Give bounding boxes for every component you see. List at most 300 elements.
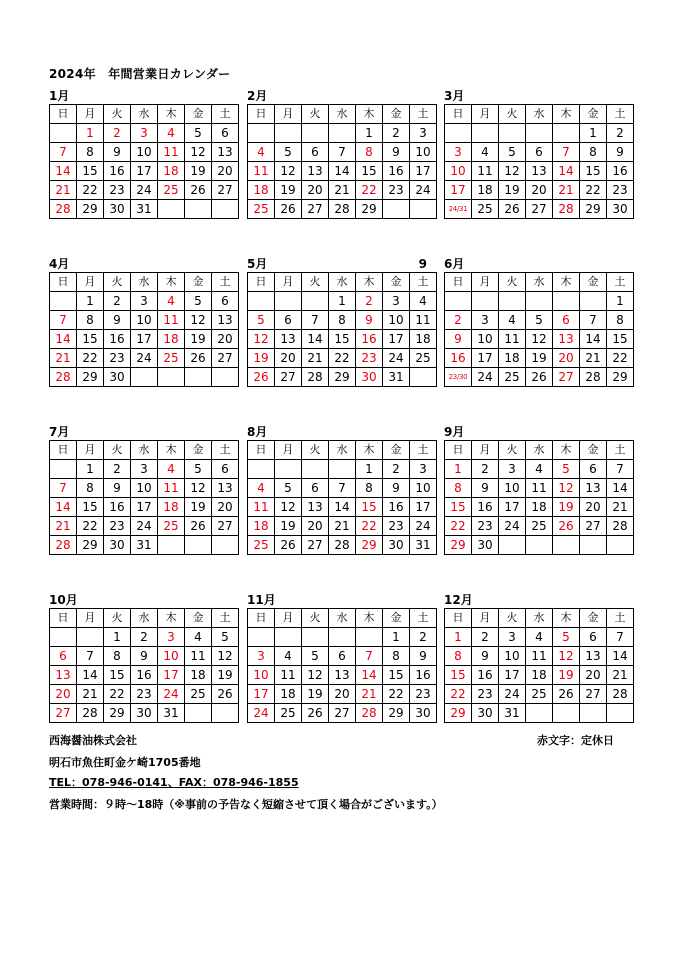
month-label <box>49 88 235 104</box>
day-cell: 12 <box>302 666 329 685</box>
weekday-header: 火 <box>104 609 131 628</box>
day-cell: 31 <box>410 536 437 555</box>
week-row <box>50 330 239 349</box>
day-cell: 20 <box>275 349 302 368</box>
day-cell: 7 <box>607 628 634 647</box>
weekday-header: 金 <box>383 105 410 124</box>
day-cell: 30 <box>104 536 131 555</box>
week-row <box>50 685 239 704</box>
empty-cell <box>526 704 553 723</box>
day-cell: 21 <box>50 517 77 536</box>
empty-cell <box>553 704 580 723</box>
day-cell: 1 <box>445 460 472 479</box>
calendar-table <box>49 272 239 387</box>
day-cell: 6 <box>50 647 77 666</box>
day-cell: 15 <box>607 330 634 349</box>
month-calendar <box>247 424 433 555</box>
day-cell: 22 <box>104 685 131 704</box>
weekday-header: 金 <box>580 609 607 628</box>
day-cell: 15 <box>329 330 356 349</box>
empty-cell <box>158 536 185 555</box>
day-cell: 25 <box>158 181 185 200</box>
day-cell: 29 <box>356 536 383 555</box>
week-row <box>50 181 239 200</box>
day-cell: 4 <box>158 460 185 479</box>
day-cell: 6 <box>526 143 553 162</box>
day-cell: 22 <box>329 349 356 368</box>
day-cell: 19 <box>185 330 212 349</box>
weekday-header: 日 <box>50 609 77 628</box>
week-row <box>248 685 437 704</box>
week-row <box>50 517 239 536</box>
day-cell: 3 <box>248 647 275 666</box>
day-cell: 9 <box>472 479 499 498</box>
day-cell: 12 <box>185 311 212 330</box>
month-calendar <box>444 592 630 723</box>
empty-cell <box>185 200 212 219</box>
weekday-header-row <box>445 105 634 124</box>
weekday-header: 水 <box>131 441 158 460</box>
weekday-header: 月 <box>275 105 302 124</box>
empty-cell <box>553 124 580 143</box>
day-cell: 18 <box>248 517 275 536</box>
month-label-text: 5月 <box>247 257 268 271</box>
empty-cell <box>607 536 634 555</box>
day-cell: 2 <box>383 460 410 479</box>
day-cell: 20 <box>526 181 553 200</box>
empty-cell <box>410 200 437 219</box>
holiday-legend: 赤文字：定休日 <box>537 734 614 747</box>
calendar-table <box>247 104 437 219</box>
week-row <box>445 200 634 219</box>
week-row <box>50 647 239 666</box>
week-row <box>50 143 239 162</box>
day-cell: 26 <box>185 181 212 200</box>
day-cell: 17 <box>383 330 410 349</box>
week-row <box>248 292 437 311</box>
day-cell: 11 <box>526 647 553 666</box>
company-name: 西海醤油株式会社 <box>49 734 137 747</box>
day-cell: 3 <box>158 628 185 647</box>
week-row <box>248 368 437 387</box>
day-cell: 21 <box>607 666 634 685</box>
day-cell: 13 <box>302 498 329 517</box>
day-cell: 5 <box>275 143 302 162</box>
day-cell: 29 <box>104 704 131 723</box>
weekday-header: 月 <box>275 273 302 292</box>
month-label <box>444 256 630 272</box>
day-cell: 4 <box>185 628 212 647</box>
day-cell: 21 <box>356 685 383 704</box>
weekday-header: 木 <box>158 441 185 460</box>
weekday-header: 水 <box>131 273 158 292</box>
day-cell: 28 <box>50 368 77 387</box>
empty-cell <box>302 460 329 479</box>
week-row <box>248 517 437 536</box>
day-cell: 22 <box>77 181 104 200</box>
day-cell: 6 <box>212 292 239 311</box>
week-row <box>50 200 239 219</box>
day-cell: 27 <box>302 536 329 555</box>
day-cell: 3 <box>131 292 158 311</box>
day-cell: 14 <box>77 666 104 685</box>
weekday-header: 日 <box>445 441 472 460</box>
calendar-table <box>49 440 239 555</box>
day-cell: 10 <box>472 330 499 349</box>
weekday-header: 土 <box>212 273 239 292</box>
day-cell: 26 <box>553 517 580 536</box>
empty-cell <box>445 124 472 143</box>
day-cell: 4 <box>472 143 499 162</box>
day-cell: 25 <box>499 368 526 387</box>
empty-cell <box>499 536 526 555</box>
day-cell: 26 <box>499 200 526 219</box>
day-cell: 21 <box>553 181 580 200</box>
weekday-header: 土 <box>212 105 239 124</box>
empty-cell <box>499 124 526 143</box>
day-cell: 21 <box>607 498 634 517</box>
day-cell: 27 <box>526 200 553 219</box>
weekday-header-row <box>248 609 437 628</box>
week-row <box>248 349 437 368</box>
day-cell: 27 <box>212 517 239 536</box>
day-cell: 1 <box>104 628 131 647</box>
day-cell: 30 <box>356 368 383 387</box>
empty-cell <box>356 628 383 647</box>
day-cell: 10 <box>131 479 158 498</box>
empty-cell <box>445 292 472 311</box>
day-cell: 16 <box>472 498 499 517</box>
month-label <box>247 88 433 104</box>
day-cell: 27 <box>553 368 580 387</box>
day-cell: 5 <box>212 628 239 647</box>
day-cell: 18 <box>275 685 302 704</box>
weekday-header: 金 <box>383 441 410 460</box>
day-cell: 15 <box>77 162 104 181</box>
empty-cell <box>329 628 356 647</box>
day-cell: 7 <box>302 311 329 330</box>
day-cell: 18 <box>526 666 553 685</box>
weekday-header: 木 <box>553 609 580 628</box>
day-cell: 4 <box>248 479 275 498</box>
day-cell: 17 <box>472 349 499 368</box>
day-cell: 24 <box>410 181 437 200</box>
day-cell: 4 <box>248 143 275 162</box>
empty-cell <box>248 628 275 647</box>
day-cell: 3 <box>410 124 437 143</box>
day-cell: 12 <box>499 162 526 181</box>
day-cell: 11 <box>185 647 212 666</box>
day-cell: 21 <box>329 517 356 536</box>
week-row <box>50 124 239 143</box>
day-cell: 13 <box>526 162 553 181</box>
day-cell: 17 <box>131 162 158 181</box>
day-cell: 24 <box>131 517 158 536</box>
week-row <box>445 479 634 498</box>
weekday-header: 日 <box>50 441 77 460</box>
day-cell: 29 <box>445 704 472 723</box>
week-row <box>248 124 437 143</box>
day-cell: 25 <box>526 685 553 704</box>
week-row <box>445 685 634 704</box>
weekday-header: 木 <box>356 609 383 628</box>
day-cell: 2 <box>104 460 131 479</box>
day-cell: 13 <box>212 143 239 162</box>
weekday-header: 日 <box>445 273 472 292</box>
day-cell: 3 <box>410 460 437 479</box>
month-label-text: 2月 <box>247 89 268 103</box>
weekday-header: 土 <box>410 441 437 460</box>
month-label-text: 6月 <box>444 257 465 271</box>
day-cell: 14 <box>50 330 77 349</box>
day-cell: 4 <box>158 292 185 311</box>
weekday-header-row <box>248 273 437 292</box>
day-cell: 28 <box>607 685 634 704</box>
day-cell: 4 <box>526 628 553 647</box>
weekday-header: 日 <box>248 273 275 292</box>
business-hours: 営業時間：９時～18時（※事前の予告なく短縮させて頂く場合がございます。） <box>49 798 443 811</box>
day-cell: 18 <box>472 181 499 200</box>
day-cell: 5 <box>275 479 302 498</box>
day-cell: 21 <box>580 349 607 368</box>
day-cell: 10 <box>383 311 410 330</box>
day-cell: 28 <box>77 704 104 723</box>
day-cell: 31 <box>383 368 410 387</box>
weekday-header: 土 <box>410 273 437 292</box>
empty-cell <box>248 292 275 311</box>
weekday-header: 金 <box>185 105 212 124</box>
day-cell: 2 <box>104 292 131 311</box>
day-cell: 7 <box>50 479 77 498</box>
address: 明石市魚住町金ケ崎1705番地 <box>49 756 201 769</box>
weekday-header: 金 <box>580 105 607 124</box>
month-calendar <box>49 88 235 219</box>
month-label-text: 7月 <box>49 425 70 439</box>
day-cell: 14 <box>329 498 356 517</box>
weekday-header: 火 <box>302 273 329 292</box>
empty-cell <box>185 368 212 387</box>
day-cell: 27 <box>580 685 607 704</box>
day-cell: 13 <box>302 162 329 181</box>
day-cell: 21 <box>329 181 356 200</box>
weekday-header: 水 <box>329 441 356 460</box>
day-cell: 5 <box>185 460 212 479</box>
weekday-header-row <box>445 609 634 628</box>
empty-cell <box>472 292 499 311</box>
day-cell: 13 <box>212 311 239 330</box>
day-cell: 15 <box>77 498 104 517</box>
day-cell: 3 <box>131 460 158 479</box>
day-cell: 6 <box>212 124 239 143</box>
weekday-header-row <box>50 273 239 292</box>
day-cell: 25 <box>275 704 302 723</box>
empty-cell <box>50 292 77 311</box>
weekday-header: 日 <box>248 441 275 460</box>
day-cell: 30 <box>472 536 499 555</box>
week-row <box>50 536 239 555</box>
empty-cell <box>580 536 607 555</box>
day-cell: 14 <box>356 666 383 685</box>
day-cell: 21 <box>77 685 104 704</box>
week-row <box>248 536 437 555</box>
weekday-header: 土 <box>410 105 437 124</box>
month-calendar <box>444 256 630 387</box>
day-cell: 26 <box>185 517 212 536</box>
day-cell: 27 <box>275 368 302 387</box>
day-cell: 10 <box>499 647 526 666</box>
month-label-text: 3月 <box>444 89 465 103</box>
day-cell: 30 <box>131 704 158 723</box>
day-cell: 5 <box>499 143 526 162</box>
day-cell: 22 <box>607 349 634 368</box>
day-cell: 10 <box>499 479 526 498</box>
day-cell: 17 <box>499 666 526 685</box>
day-cell: 10 <box>410 143 437 162</box>
day-cell: 4 <box>410 292 437 311</box>
day-cell: 23 <box>104 517 131 536</box>
empty-cell <box>472 124 499 143</box>
day-cell: 22 <box>383 685 410 704</box>
day-cell: 16 <box>131 666 158 685</box>
month-label <box>49 256 235 272</box>
day-cell: 26 <box>185 349 212 368</box>
day-cell: 14 <box>580 330 607 349</box>
day-cell: 27 <box>212 181 239 200</box>
weekday-header: 火 <box>499 273 526 292</box>
day-cell: 6 <box>580 628 607 647</box>
week-row <box>248 181 437 200</box>
day-cell: 19 <box>302 685 329 704</box>
day-cell: 28 <box>50 536 77 555</box>
day-cell: 18 <box>158 498 185 517</box>
day-cell: 11 <box>526 479 553 498</box>
day-cell: 26 <box>275 536 302 555</box>
day-cell: 11 <box>158 143 185 162</box>
week-row <box>445 349 634 368</box>
calendar-table <box>444 104 634 219</box>
month-label-text: 4月 <box>49 257 70 271</box>
day-cell: 16 <box>104 330 131 349</box>
weekday-header: 火 <box>302 441 329 460</box>
day-cell: 14 <box>607 479 634 498</box>
weekday-header: 火 <box>104 273 131 292</box>
day-cell: 28 <box>329 536 356 555</box>
month-label <box>444 424 630 440</box>
day-cell: 12 <box>553 479 580 498</box>
calendar-table <box>444 272 634 387</box>
day-cell: 14 <box>553 162 580 181</box>
day-cell: 6 <box>275 311 302 330</box>
empty-cell <box>131 368 158 387</box>
month-calendar <box>49 424 235 555</box>
day-cell: 16 <box>383 162 410 181</box>
weekday-header: 金 <box>185 441 212 460</box>
day-cell: 29 <box>607 368 634 387</box>
week-row <box>248 460 437 479</box>
day-cell: 11 <box>158 311 185 330</box>
day-cell: 18 <box>158 330 185 349</box>
day-cell: 8 <box>607 311 634 330</box>
weekday-header: 月 <box>77 441 104 460</box>
weekday-header: 木 <box>158 105 185 124</box>
empty-cell <box>248 460 275 479</box>
day-cell: 16 <box>472 666 499 685</box>
day-cell: 15 <box>104 666 131 685</box>
empty-cell <box>553 536 580 555</box>
day-cell: 17 <box>445 181 472 200</box>
calendar-table <box>49 608 239 723</box>
empty-cell <box>526 124 553 143</box>
day-cell: 12 <box>185 143 212 162</box>
day-cell: 18 <box>248 181 275 200</box>
day-cell: 5 <box>553 460 580 479</box>
month-calendar <box>247 256 433 387</box>
day-cell: 9 <box>104 311 131 330</box>
month-label <box>49 424 235 440</box>
day-cell: 14 <box>329 162 356 181</box>
day-cell: 4 <box>499 311 526 330</box>
day-cell: 29 <box>77 536 104 555</box>
day-cell: 26 <box>248 368 275 387</box>
month-note: 9 <box>418 257 427 271</box>
day-cell: 25 <box>472 200 499 219</box>
day-cell: 25 <box>526 517 553 536</box>
day-cell: 26 <box>212 685 239 704</box>
calendar-table <box>444 440 634 555</box>
weekday-header: 日 <box>50 105 77 124</box>
day-cell: 19 <box>275 517 302 536</box>
weekday-header: 月 <box>77 273 104 292</box>
empty-cell <box>185 536 212 555</box>
day-cell: 28 <box>607 517 634 536</box>
day-cell: 20 <box>580 498 607 517</box>
week-row <box>50 704 239 723</box>
day-cell: 23 <box>472 685 499 704</box>
week-row <box>248 162 437 181</box>
week-row <box>445 292 634 311</box>
day-cell: 31 <box>158 704 185 723</box>
calendar-table <box>247 440 437 555</box>
weekday-header-row <box>445 273 634 292</box>
empty-cell <box>580 292 607 311</box>
day-cell: 1 <box>77 124 104 143</box>
day-cell: 11 <box>410 311 437 330</box>
day-cell: 4 <box>158 124 185 143</box>
day-cell: 27 <box>580 517 607 536</box>
week-row <box>50 292 239 311</box>
day-cell: 16 <box>383 498 410 517</box>
day-cell: 17 <box>131 498 158 517</box>
day-cell: 24 <box>248 704 275 723</box>
day-cell: 28 <box>329 200 356 219</box>
day-cell: 23/30 <box>445 368 472 387</box>
weekday-header: 木 <box>158 273 185 292</box>
page-title: 2024年 年間営業日カレンダー <box>49 67 231 81</box>
day-cell: 29 <box>580 200 607 219</box>
day-cell: 15 <box>77 330 104 349</box>
day-cell: 25 <box>158 517 185 536</box>
day-cell: 9 <box>104 143 131 162</box>
month-calendar <box>247 592 433 723</box>
day-cell: 9 <box>104 479 131 498</box>
day-cell: 1 <box>77 460 104 479</box>
day-cell: 13 <box>553 330 580 349</box>
week-row <box>445 517 634 536</box>
day-cell: 13 <box>580 647 607 666</box>
day-cell: 22 <box>356 181 383 200</box>
day-cell: 1 <box>580 124 607 143</box>
day-cell: 1 <box>356 124 383 143</box>
